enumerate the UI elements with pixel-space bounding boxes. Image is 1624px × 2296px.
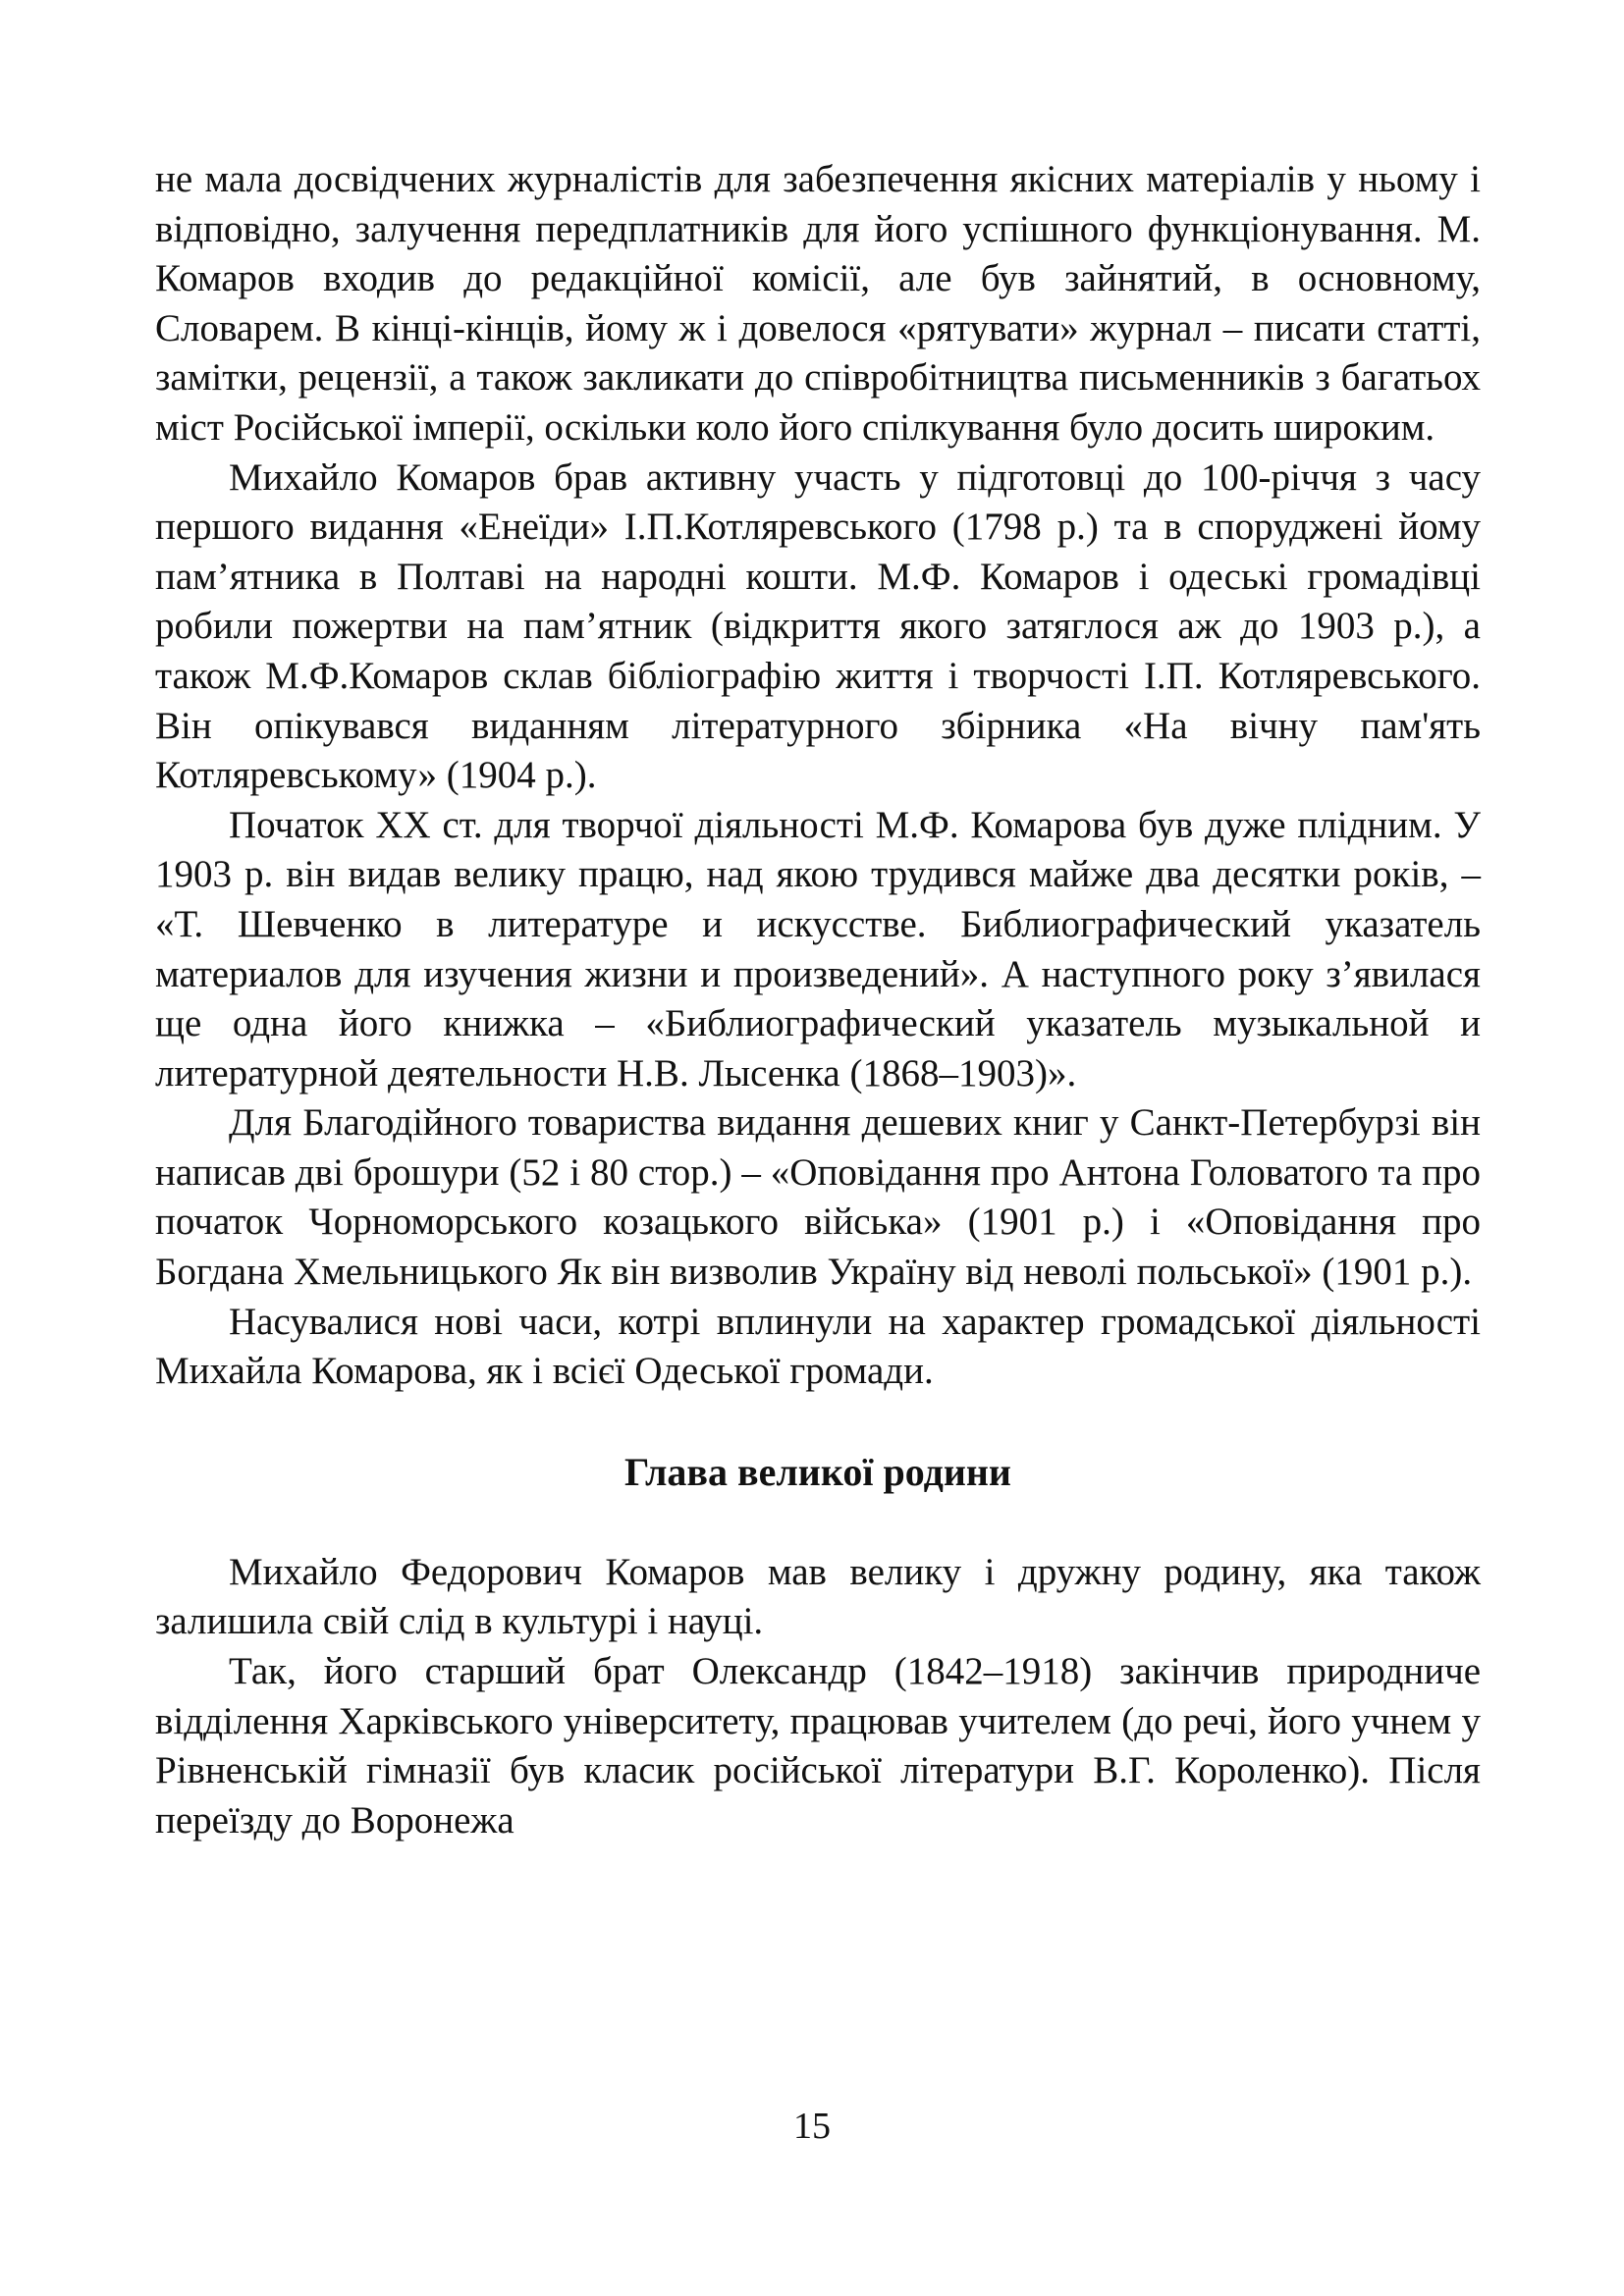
- spacer: [155, 1497, 1481, 1548]
- paragraph-continuation: не мала досвідчених журналістів для забезпечення якісних матеріалів у ньому і відповідно, залучення передплатників для його успішного функціонування. М. Комаров входив до редакційної комісії, але був зайнятий, в основному, Словарем. В кінці-кінців, йому ж і довелося «рятувати» журнал – писати статті, замітки, рецензії, а також закликати до співробітництва письменників з багатьох міст Російської імперії, оскільки коло його спілкування було досить широким.: [155, 158, 1481, 449]
- paragraph-brother-oleksandr: Так, його старший брат Олександр (1842–1918) закінчив природниче відділення Харківського університету, працював учителем (до речі, його учнем у Рівненській гімназії був класик російської літератури В.Г. Короленко). Після переїзду до Воронежа: [155, 1650, 1481, 1842]
- paragraph-20th-century-works: Початок ХХ ст. для творчої діяльності М.Ф. Комарова був дуже плідним. У 1903 р. він видав велику працю, над якою трудився майже два десятки років, – «Т. Шевченко в литературе и искусстве. Библиографический указатель материалов для изучения жизни и произведений». А наступного року з’явилася ще одна його книжка – «Библиографический указатель музыкальной и литературной деятельности Н.В. Лысенка (1868–1903)».: [155, 803, 1481, 1095]
- paragraph-family-intro: Михайло Федорович Комаров мав велику і дружну родину, яка також залишила свій слід в культурі і науці.: [155, 1550, 1481, 1643]
- section-heading: Глава великої родини: [624, 1449, 1011, 1494]
- page-number: 15: [793, 2106, 831, 2147]
- spacer: [155, 1397, 1481, 1448]
- paragraph-kotliarevsky-anniversary: Михайло Комаров брав активну участь у підготовці до 100-річчя з часу першого видання «Енеїди» І.П.Котляревського (1798 р.) та в споруджені йому пам’ятника в Полтаві на народні кошти. М.Ф. Комаров і одеські громадівці робили пожертви на пам’ятник (відкриття якого затяглося аж до 1903 р.), а також М.Ф.Комаров склав бібліографію життя і творчості І.П. Котляревського. Він опікувався виданням літературного збірника «На вічну пам'ять Котляревському» (1904 р.).: [155, 455, 1481, 797]
- paragraph-new-times: Насувалися нові часи, котрі вплинули на характер громадської діяльності Михайла Комарова, як і всієї Одеської громади.: [155, 1300, 1481, 1393]
- paragraph-charity-brochures: Для Благодійного товариства видання дешевих книг у Санкт-Петербурзі він написав дві брошури (52 і 80 стор.) – «Оповідання про Антона Головатого та про початок Чорноморського козацького війська» (1901 р.) і «Оповідання про Богдана Хмельницького Як він визволив Україну від неволі польської» (1901 р.).: [155, 1101, 1481, 1294]
- page-body: [155, 155, 1481, 1845]
